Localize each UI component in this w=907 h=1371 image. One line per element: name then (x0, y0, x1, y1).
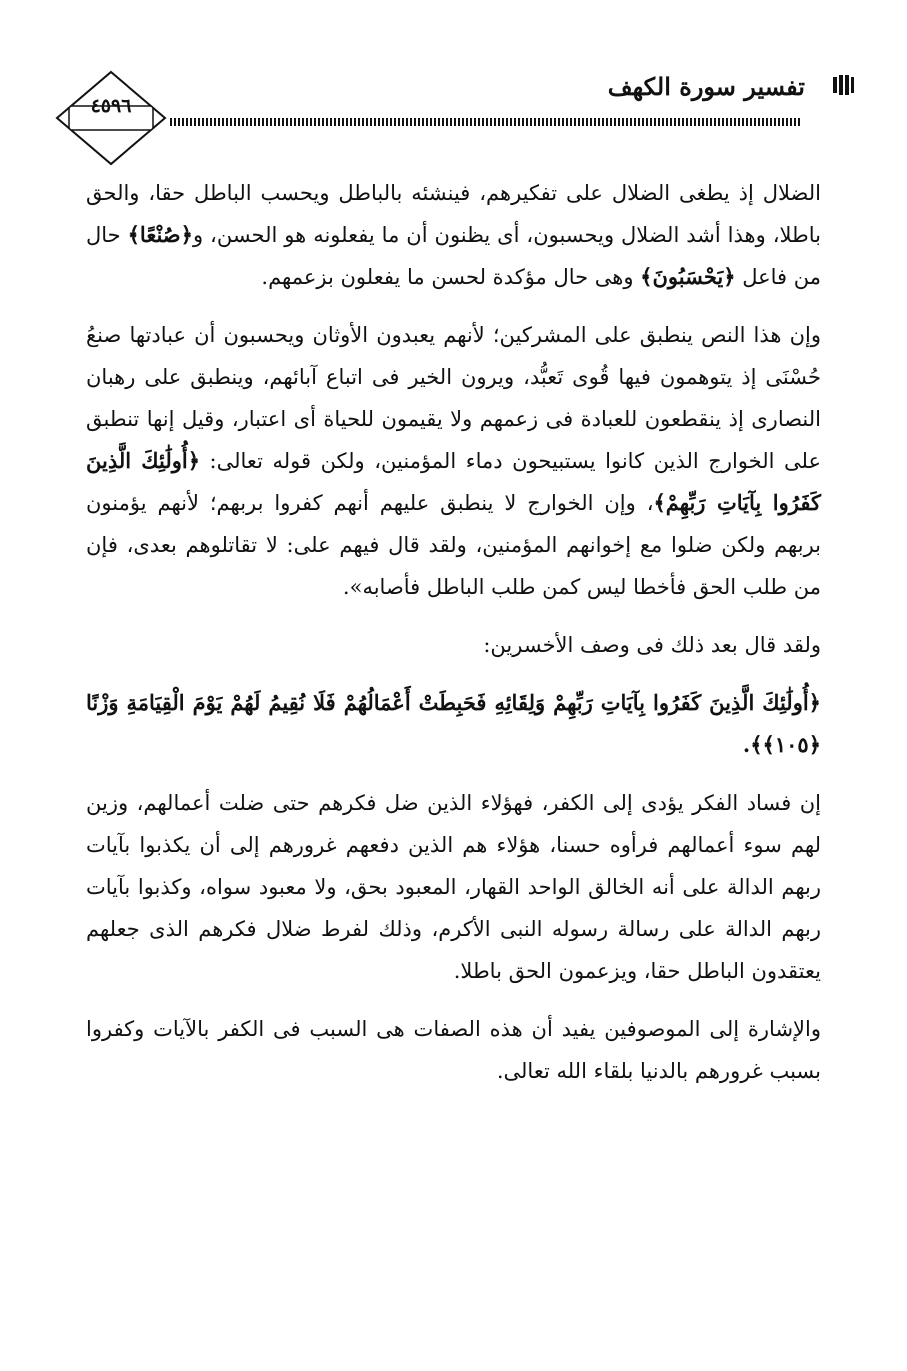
text-segment: إن فساد الفكر يؤدى إلى الكفر، فهؤلاء الذين ضل فكرهم حتى ضلت أعمالهم، وزين لهم سوء أعمالهم فرأوه حسنا، هؤلاء هم الذين دفعهم غرورهم إلى أن يكذبوا بآيات ربهم الدالة على أنه الخالق الواحد القهار، المعبود بحق، ولا معبود سواه، وكذبوا بآيات ربهم الدالة على رسالة رسوله النبى الأكرم، وذلك لفرط ضلال فكرهم الذى جعلهم يعتقدون الباطل حقا، ويزعمون الحق باطلا. (86, 791, 821, 983)
main-text (86, 172, 821, 1108)
text-segment: حال من فاعل (86, 223, 821, 289)
quran-verse-paragraph (86, 682, 821, 766)
page-header (55, 60, 855, 160)
text-segment: الضلال إذ يطغى الضلال على تفكيرهم، فينشئه بالباطل ويحسب الباطل حقا، والحق باطلا، وهذا أشد الضلال ويحسبون، أى يظنون أن ما يفعلونه هو الحسن، و (86, 181, 821, 247)
text-segment: وإن هذا النص ينطبق على المشركين؛ لأنهم يعبدون الأوثان ويحسبون أن عبادتها صنعُ حُسْنَى إذ يتوهمون فيها قُوى تَعبُّد، ويرون الخير فى اتباع آبائهم، وينطبق على رهبان النصارى إذ ينقطعون للعبادة فى زعمهم ولا يقيمون للحياة أى اعتبار، وقيل إنها تنطبق على الخوارج الذين كانوا يستبيحون دماء المؤمنين، ولكن قوله تعالى: (86, 323, 821, 473)
paragraph (86, 782, 821, 992)
page-number: ٤٥٩٦ (90, 95, 132, 117)
quran-quote: ﴿أُولَٰئِكَ الَّذِينَ كَفَرُوا بِآيَاتِ رَبِّهِمْ وَلِقَائِهِ فَحَبِطَتْ أَعْمَالُهُمْ فَلَا نُقِيمُ لَهُمْ يَوْمَ الْقِيَامَةِ وَزْنًا ﴿١٠٥﴾﴾. (86, 690, 821, 757)
paragraph (86, 314, 821, 608)
paragraph (86, 624, 821, 666)
text-segment: ولقد قال بعد ذلك فى وصف الأخسرين: (483, 633, 821, 657)
paragraph (86, 172, 821, 298)
quran-quote: ﴿أُولَٰئِكَ الَّذِينَ كَفَرُوا بِآيَاتِ رَبِّهِمْ﴾ (86, 448, 821, 515)
text-segment: ، وإن الخوارج لا ينطبق عليهم أنهم كفروا بربهم؛ لأنهم يؤمنون بربهم ولكن ضلوا مع إخوانهم المؤمنين، ولقد قال فيهم على: لا تقاتلوهم بعدى، فإن من طلب الحق فأخطا ليس كمن طلب الباطل فأصابه». (86, 491, 821, 599)
header-rule (170, 118, 800, 126)
paragraph (86, 1008, 821, 1092)
running-title: تفسير سورة الكهف (607, 72, 805, 101)
quran-quote: ﴿صُنْعًا﴾ (127, 222, 193, 247)
text-segment: وهى حال مؤكدة لحسن ما يفعلون بزعمهم. (261, 265, 641, 289)
page-number-badge-icon (55, 70, 167, 166)
quran-quote: ﴿يَحْسَبُونَ﴾ (640, 264, 736, 289)
ornament-icon (831, 74, 855, 96)
text-segment: والإشارة إلى الموصوفين يفيد أن هذه الصفات هى السبب فى الكفر بالآيات وكفروا بسبب غرورهم بالدنيا بلقاء الله تعالى. (86, 1017, 821, 1083)
